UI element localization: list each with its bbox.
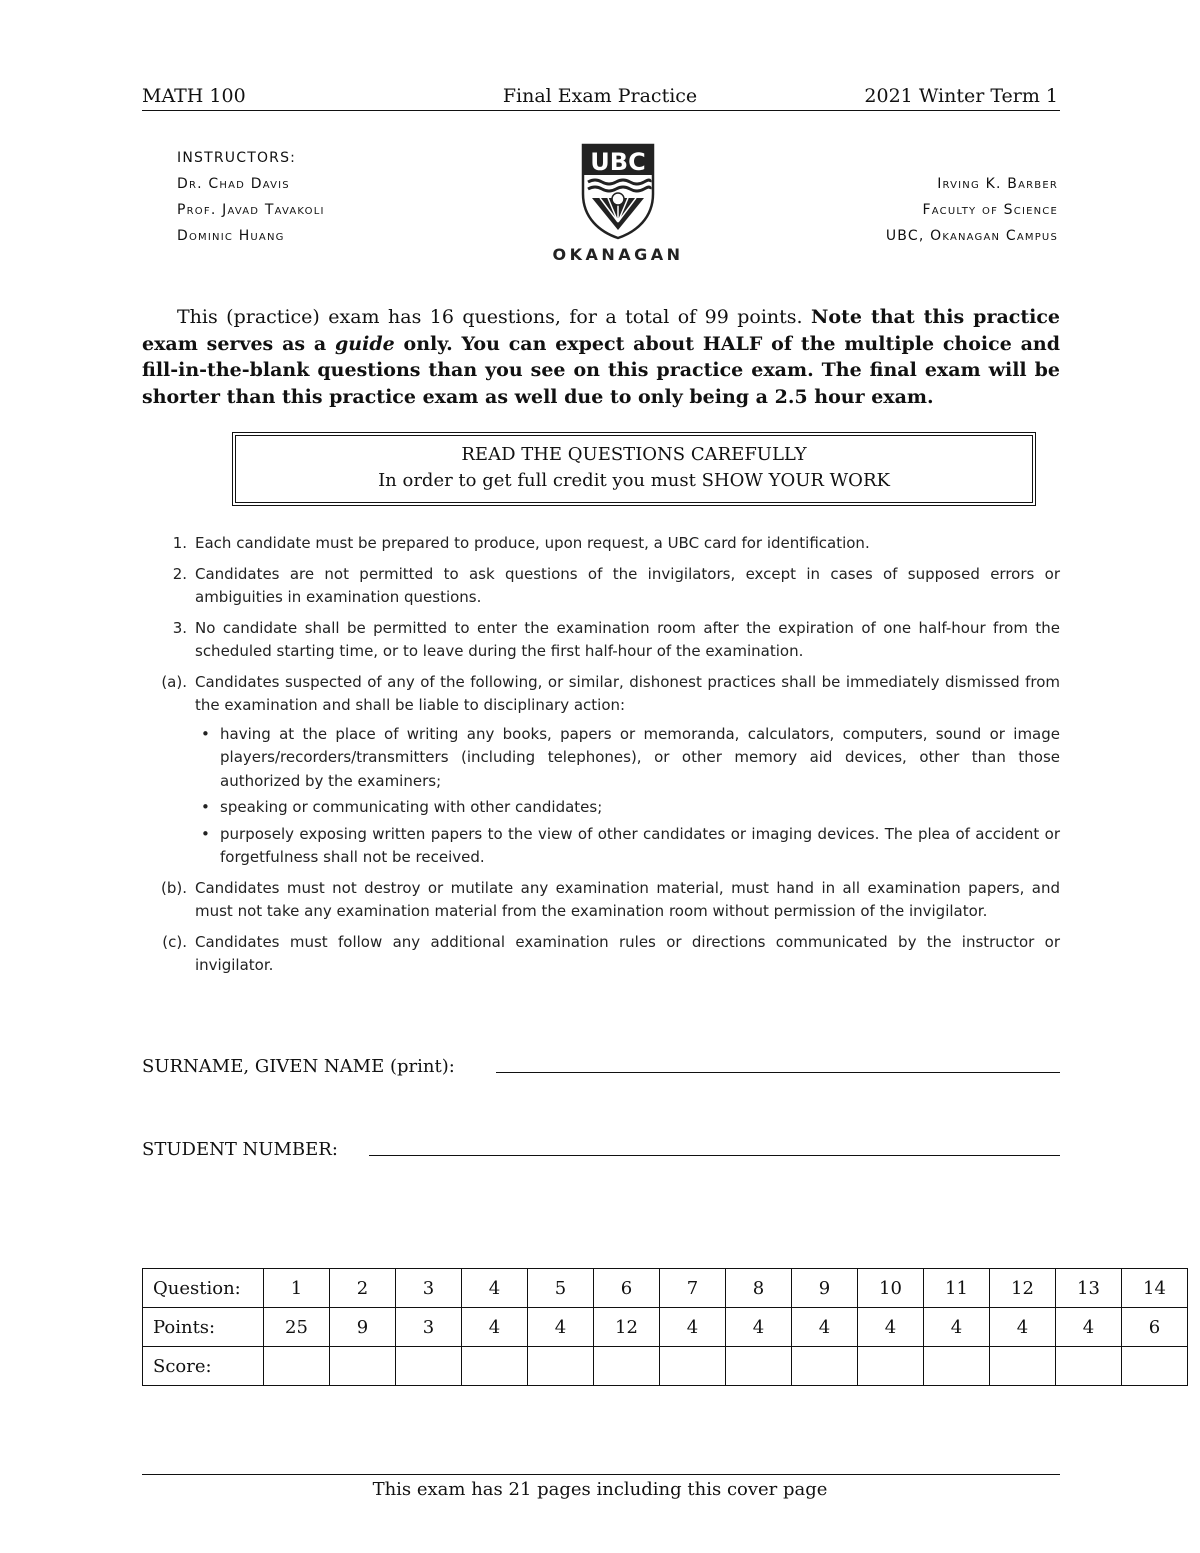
name-field-line[interactable] [496, 1072, 1060, 1073]
rule-label: 3. [172, 618, 187, 637]
points-value: 6 [1122, 1308, 1188, 1347]
score-cell[interactable] [594, 1347, 660, 1386]
instructor-name: Dr. Chad Davis [177, 176, 290, 192]
question-number: 12 [990, 1269, 1056, 1308]
rule-text: Candidates must not destroy or mutilate any examination material, must hand in all examination papers, and must not take any examination material from the examination room without permission of the invigilator. [195, 878, 1060, 920]
bullet-item: • having at the place of writing any books, papers or memoranda, calculators, computers, sound or image players/recorders/transmitters (including telephones), or other memory aid devices, other than those authorized by the examiners; [195, 723, 1060, 794]
rule-label: (b). [161, 878, 187, 897]
faculty-line: Faculty of Science [922, 202, 1058, 218]
rule-label: (a). [161, 672, 187, 691]
student-number-line[interactable] [369, 1155, 1060, 1156]
rule-item [142, 617, 1060, 664]
points-value: 4 [990, 1308, 1056, 1347]
points-value: 25 [264, 1308, 330, 1347]
question-number: 2 [330, 1269, 396, 1308]
intro-bold-a: Note that this practice exam serves as a [142, 306, 1060, 355]
points-row [143, 1308, 1188, 1347]
rule-text: Candidates must follow any additional examination rules or directions communicated by the instructor or invigilator. [195, 932, 1060, 974]
question-row [143, 1269, 1188, 1308]
score-cell[interactable] [792, 1347, 858, 1386]
rule-label: (c). [162, 932, 187, 951]
rule-item [142, 563, 1060, 610]
ubc-crest-logo [580, 142, 656, 244]
rule-item [142, 931, 1060, 978]
bullet-item: • purposely exposing written papers to the view of other candidates or imaging devices. The plea of accident or forgetfulness shall not be received. [195, 823, 1060, 870]
score-cell[interactable] [462, 1347, 528, 1386]
rule-item [142, 532, 1060, 556]
rule-label: 1. [172, 534, 187, 552]
score-cell[interactable] [528, 1347, 594, 1386]
score-cell[interactable] [1056, 1347, 1122, 1386]
notice-box [232, 432, 1036, 506]
points-value: 3 [396, 1308, 462, 1347]
rule-text: No candidate shall be permitted to enter the examination room after the expiration of one half-hour from the scheduled starting time, or to leave during the first half-hour of the examination. [195, 618, 1060, 660]
question-number: 13 [1056, 1269, 1122, 1308]
question-number: 10 [858, 1269, 924, 1308]
score-cell[interactable] [726, 1347, 792, 1386]
points-value: 4 [1056, 1308, 1122, 1347]
question-number: 11 [924, 1269, 990, 1308]
question-number: 9 [792, 1269, 858, 1308]
intro-bold-italic: guide [335, 332, 395, 355]
score-cell[interactable] [924, 1347, 990, 1386]
intro-bold-b: only. You can expect about HALF of the multiple choice and fill-in-the-blank questions than you see on this practice exam. The final exam will be shorter than this practice exam as well due to only being a 2.5 hour exam. [142, 332, 1060, 408]
question-number: 5 [528, 1269, 594, 1308]
instructor-name: Prof. Javad Tavakoli [177, 202, 325, 218]
rule-bullets [195, 723, 1060, 870]
crest-text: UBC [590, 148, 646, 176]
campus-wordmark: OKANAGAN [552, 245, 684, 264]
rule-label: 2. [172, 564, 187, 583]
instructors-block [177, 145, 325, 249]
points-value: 4 [660, 1308, 726, 1347]
question-number: 6 [594, 1269, 660, 1308]
header-rule [142, 110, 1060, 111]
points-value: 9 [330, 1308, 396, 1347]
page-count-note: This exam has 21 pages including this cover page [372, 1479, 828, 1500]
points-value: 4 [528, 1308, 594, 1347]
instructors-label: INSTRUCTORS: [177, 150, 297, 166]
faculty-line: UBC, Okanagan Campus [885, 228, 1058, 244]
score-cell[interactable] [1122, 1347, 1188, 1386]
footer-rule [142, 1474, 1060, 1475]
notice-line-2: In order to get full credit you must SHOW YOUR WORK [378, 470, 890, 491]
score-row [143, 1347, 1188, 1386]
points-value: 4 [858, 1308, 924, 1347]
question-number: 3 [396, 1269, 462, 1308]
score-table [142, 1268, 1188, 1386]
faculty-block [886, 171, 1058, 249]
student-number-label: STUDENT NUMBER: [142, 1139, 338, 1160]
name-field-label: SURNAME, GIVEN NAME (print): [142, 1056, 455, 1077]
exam-rules-list [142, 532, 1060, 985]
question-row-label: Question: [143, 1269, 264, 1308]
faculty-line: Irving K. Barber [937, 176, 1058, 192]
rule-text: Each candidate must be prepared to produce, upon request, a UBC card for identification. [195, 534, 870, 552]
rule-item [142, 671, 1060, 870]
points-value: 4 [726, 1308, 792, 1347]
question-number: 1 [264, 1269, 330, 1308]
points-value: 4 [462, 1308, 528, 1347]
points-value: 4 [792, 1308, 858, 1347]
question-number: 14 [1122, 1269, 1188, 1308]
score-cell[interactable] [264, 1347, 330, 1386]
points-value: 12 [594, 1308, 660, 1347]
rule-text: Candidates are not permitted to ask questions of the invigilators, except in cases of supposed errors or ambiguities in examination questions. [195, 564, 1060, 606]
score-cell[interactable] [660, 1347, 726, 1386]
instructor-name: Dominic Huang [177, 228, 285, 244]
bullet-item: • speaking or communicating with other candidates; [195, 796, 1060, 820]
question-number: 4 [462, 1269, 528, 1308]
intro-paragraph [142, 304, 1060, 410]
score-cell[interactable] [990, 1347, 1056, 1386]
rule-text: Candidates suspected of any of the following, or similar, dishonest practices shall be immediately dismissed from the examination and shall be liable to disciplinary action: [195, 672, 1060, 714]
points-row-label: Points: [143, 1308, 264, 1347]
score-cell[interactable] [330, 1347, 396, 1386]
ubc-crest-icon [580, 142, 656, 240]
points-value: 4 [924, 1308, 990, 1347]
score-cell[interactable] [858, 1347, 924, 1386]
intro-plain: This (practice) exam has 16 questions, for a total of 99 points. [177, 306, 812, 328]
rule-item [142, 877, 1060, 924]
exam-title: Final Exam Practice [502, 85, 698, 107]
score-cell[interactable] [396, 1347, 462, 1386]
score-row-label: Score: [143, 1347, 264, 1386]
course-code: MATH 100 [142, 85, 246, 107]
exam-term: 2021 Winter Term 1 [864, 85, 1058, 107]
question-number: 8 [726, 1269, 792, 1308]
question-number: 7 [660, 1269, 726, 1308]
notice-line-1: READ THE QUESTIONS CAREFULLY [461, 444, 807, 465]
